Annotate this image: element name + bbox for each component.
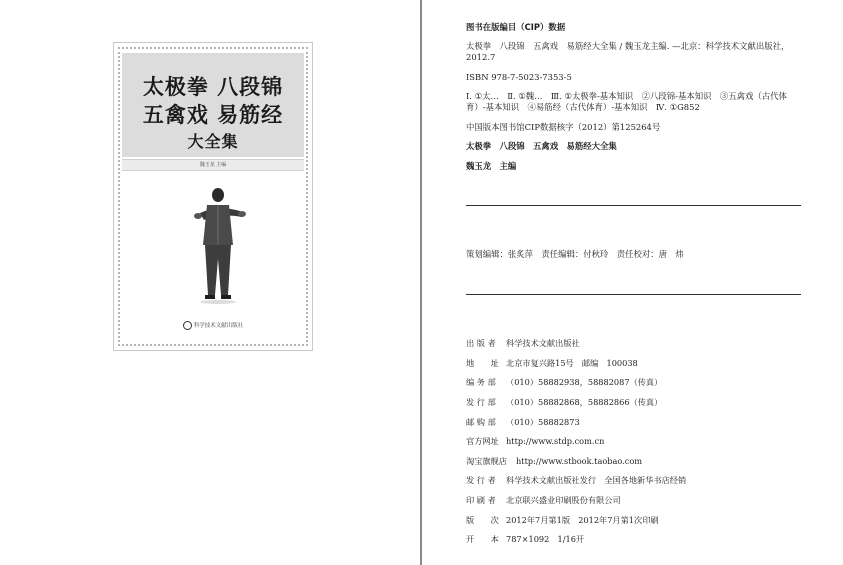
info-label: 发 行 者	[466, 475, 496, 485]
info-value: 北京市复兴路15号 邮编 100038	[506, 358, 638, 368]
info-value: （010）58882873	[506, 417, 580, 427]
info-label: 邮 购 部	[466, 417, 496, 427]
info-label: 版 次	[466, 515, 499, 525]
info-label: 印 刷 者	[466, 495, 496, 505]
info-row-format	[466, 534, 584, 545]
cover-publisher-logo	[114, 321, 312, 330]
info-value: （010）58882868，58882866（传真）	[506, 397, 663, 407]
cover-title-line-1: 太极拳 八段锦	[142, 75, 284, 99]
tai-chi-figure-illustration	[178, 183, 258, 313]
info-value: 北京联兴盛业印刷股份有限公司	[506, 495, 621, 505]
cip-isbn: ISBN 978-7-5023-7353-5	[466, 72, 572, 82]
info-value: 科学技术文献出版社	[506, 338, 580, 348]
book-cover	[113, 42, 313, 351]
info-value: 2012年7月第1版 2012年7月第1次印刷	[506, 515, 659, 525]
info-row-distribution-dept	[466, 397, 662, 408]
divider-rule-2	[466, 294, 801, 295]
info-row-edition	[466, 515, 659, 526]
cover-title-line-2: 五禽戏 易筋经	[142, 103, 284, 127]
editors-line: 策划编辑：张炙萍 责任编辑：付秋玲 责任校对：唐 炜	[466, 249, 684, 259]
cover-title-box	[122, 53, 304, 157]
cip-number: 中国版本图书馆CIP数据核字（2012）第125264号	[466, 122, 661, 132]
info-value: （010）58882938，58882087（传真）	[506, 377, 663, 387]
cover-editor: 魏玉龙 主编	[199, 162, 227, 168]
info-label: 淘宝旗舰店	[466, 456, 507, 466]
divider-rule-1	[466, 205, 801, 206]
cover-editor-band	[122, 159, 304, 171]
info-row-website	[466, 436, 604, 447]
info-row-address	[466, 358, 638, 369]
info-row-printer	[466, 495, 621, 506]
info-row-distributor	[466, 475, 686, 486]
info-row-taobao-store	[466, 456, 642, 467]
cip-entry: 太极拳 八段锦 五禽戏 易筋经大全集 / 魏玉龙主编. —北京：科学技术文献出版社，2012.7	[466, 41, 790, 62]
info-value: http://www.stbook.taobao.com	[516, 456, 643, 466]
info-label: 发 行 部	[466, 397, 496, 407]
info-label: 开 本	[466, 534, 499, 544]
cover-publisher-name: 科学技术文献出版社	[193, 323, 244, 329]
info-label: 编 务 部	[466, 377, 496, 387]
info-label: 地 址	[466, 358, 499, 368]
info-row-publisher	[466, 338, 580, 349]
info-row-editorial-office	[466, 377, 662, 388]
info-value: 科学技术文献出版社发行 全国各地新华书店经销	[506, 475, 687, 485]
info-row-mail-order	[466, 417, 580, 428]
cover-title-line-3: 大全集	[187, 132, 239, 151]
info-value: http://www.stdp.com.cn	[506, 436, 605, 446]
cip-heading: 图书在版编目（CIP）数据	[466, 22, 566, 32]
info-label: 出 版 者	[466, 338, 496, 348]
publisher-emblem-icon	[183, 321, 192, 330]
cip-subjects: Ⅰ. ①太… Ⅱ. ①魏… Ⅲ. ①太极拳-基本知识 ②八段锦-基本知识 ③五禽戏（古代体育）-基本知识 ④易筋经（古代体育）-基本知识 Ⅳ. ①G852	[466, 91, 787, 112]
info-value: 787×1092 1/16开	[506, 534, 585, 544]
info-label: 官方网址	[466, 436, 499, 446]
book-editor: 魏玉龙 主编	[466, 161, 517, 171]
book-title: 太极拳 八段锦 五禽戏 易筋经大全集	[466, 141, 617, 151]
page-divider	[420, 0, 422, 565]
